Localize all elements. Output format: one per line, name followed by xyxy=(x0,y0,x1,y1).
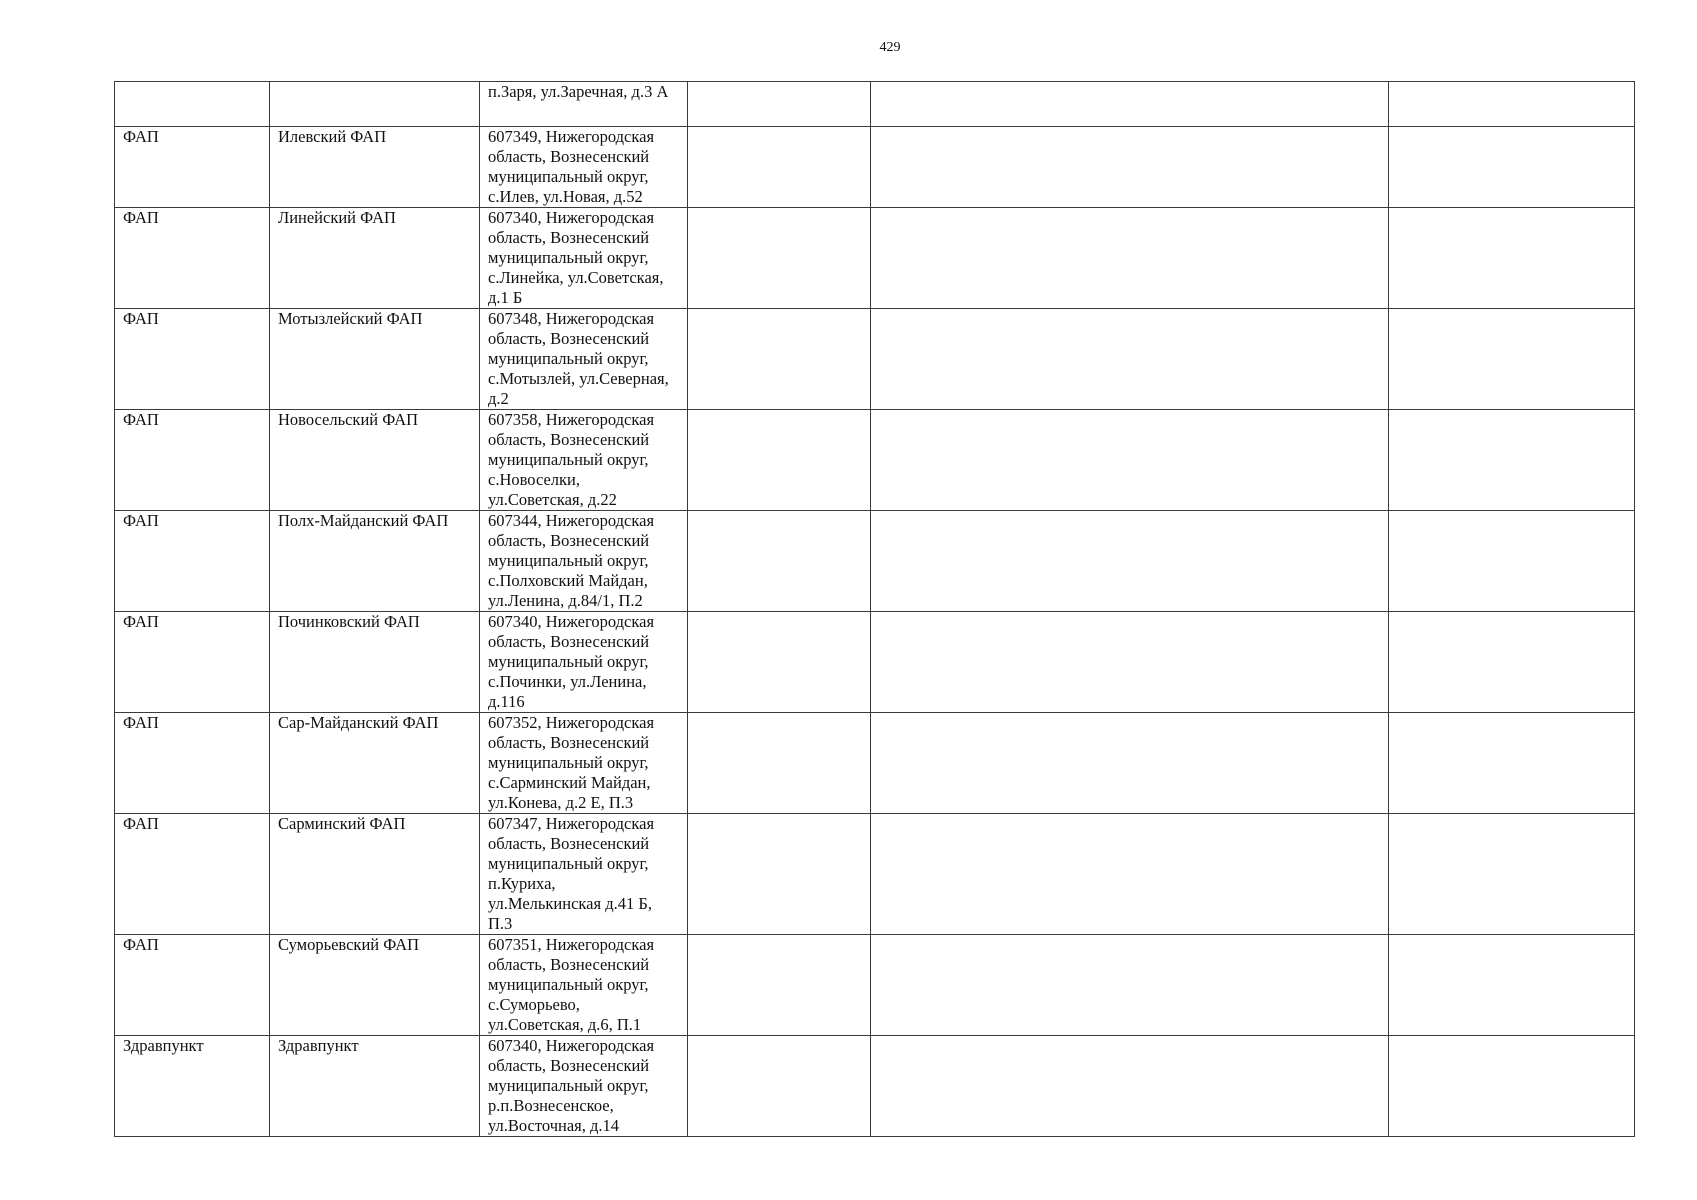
facility-address-cell: 607358, Нижегородская область, Вознесенский муниципальный округ, с.Новоселки, ул.Советская, д.22 xyxy=(480,410,688,511)
page-number: 429 xyxy=(879,40,901,55)
empty-cell-col4 xyxy=(688,713,871,814)
facility-address-cell: п.Заря, ул.Заречная, д.3 А xyxy=(480,82,688,127)
table-row xyxy=(115,410,1635,511)
facility-type-cell: Здравпункт xyxy=(115,1036,270,1137)
empty-cell-col6 xyxy=(1389,935,1635,1036)
empty-cell-col4 xyxy=(688,208,871,309)
table-row xyxy=(115,713,1635,814)
empty-cell-col5 xyxy=(871,82,1389,127)
facility-address-cell: 607351, Нижегородская область, Вознесенский муниципальный округ, с.Суморьево, ул.Советская, д.6, П.1 xyxy=(480,935,688,1036)
facility-name-cell: Сар-Майданский ФАП xyxy=(270,713,480,814)
facility-address-cell: 607344, Нижегородская область, Вознесенский муниципальный округ, с.Полховский Майдан, ул.Ленина, д.84/1, П.2 xyxy=(480,511,688,612)
facility-address-cell: 607340, Нижегородская область, Вознесенский муниципальный округ, с.Линейка, ул.Советская, д.1 Б xyxy=(480,208,688,309)
empty-cell-col5 xyxy=(871,410,1389,511)
empty-cell-col6 xyxy=(1389,208,1635,309)
facility-type-cell: ФАП xyxy=(115,713,270,814)
facility-name-cell: Сарминский ФАП xyxy=(270,814,480,935)
facility-address-cell: 607340, Нижегородская область, Вознесенский муниципальный округ, с.Починки, ул.Ленина, д.116 xyxy=(480,612,688,713)
facility-name-cell: Суморьевский ФАП xyxy=(270,935,480,1036)
facility-type-cell: ФАП xyxy=(115,127,270,208)
empty-cell-col5 xyxy=(871,1036,1389,1137)
facility-type-cell: ФАП xyxy=(115,511,270,612)
facility-type-cell: ФАП xyxy=(115,814,270,935)
facility-name-cell: Новосельский ФАП xyxy=(270,410,480,511)
empty-cell-col4 xyxy=(688,612,871,713)
table-row xyxy=(115,935,1635,1036)
table-row xyxy=(115,814,1635,935)
empty-cell-col4 xyxy=(688,410,871,511)
empty-cell-col6 xyxy=(1389,309,1635,410)
facility-name-cell: Илевский ФАП xyxy=(270,127,480,208)
empty-cell-col5 xyxy=(871,208,1389,309)
table-row xyxy=(115,82,1635,127)
facility-type-cell: ФАП xyxy=(115,208,270,309)
empty-cell-col6 xyxy=(1389,127,1635,208)
table-row xyxy=(115,208,1635,309)
facility-type-cell: ФАП xyxy=(115,410,270,511)
empty-cell-col5 xyxy=(871,935,1389,1036)
empty-cell-col6 xyxy=(1389,713,1635,814)
empty-cell-col6 xyxy=(1389,814,1635,935)
facility-address-cell: 607349, Нижегородская область, Вознесенский муниципальный округ, с.Илев, ул.Новая, д.52 xyxy=(480,127,688,208)
empty-cell-col6 xyxy=(1389,1036,1635,1137)
facility-name-cell: Полх-Майданский ФАП xyxy=(270,511,480,612)
facility-address-cell: 607348, Нижегородская область, Вознесенский муниципальный округ, с.Мотызлей, ул.Северная, д.2 xyxy=(480,309,688,410)
empty-cell-col4 xyxy=(688,935,871,1036)
facility-type-cell: ФАП xyxy=(115,309,270,410)
empty-cell-col4 xyxy=(688,127,871,208)
empty-cell-col6 xyxy=(1389,82,1635,127)
facility-type-cell: ФАП xyxy=(115,612,270,713)
empty-cell-col4 xyxy=(688,82,871,127)
table-row xyxy=(115,511,1635,612)
facility-table xyxy=(114,81,1635,1137)
empty-cell-col4 xyxy=(688,309,871,410)
facility-address-cell: 607340, Нижегородская область, Вознесенский муниципальный округ, р.п.Вознесенское, ул.Восточная, д.14 xyxy=(480,1036,688,1137)
empty-cell-col5 xyxy=(871,309,1389,410)
facility-name-cell: Линейский ФАП xyxy=(270,208,480,309)
table-row xyxy=(115,1036,1635,1137)
empty-cell-col5 xyxy=(871,127,1389,208)
facility-address-cell: 607352, Нижегородская область, Вознесенский муниципальный округ, с.Сарминский Майдан, ул.Конева, д.2 Е, П.3 xyxy=(480,713,688,814)
empty-cell-col5 xyxy=(871,713,1389,814)
empty-cell-col6 xyxy=(1389,511,1635,612)
facility-name-cell xyxy=(270,82,480,127)
empty-cell-col4 xyxy=(688,1036,871,1137)
empty-cell-col6 xyxy=(1389,612,1635,713)
facility-address-cell: 607347, Нижегородская область, Вознесенский муниципальный округ, п.Куриха, ул.Мелькинская д.41 Б, П.3 xyxy=(480,814,688,935)
table-row xyxy=(115,127,1635,208)
facility-type-cell xyxy=(115,82,270,127)
facility-name-cell: Мотызлейский ФАП xyxy=(270,309,480,410)
empty-cell-col5 xyxy=(871,612,1389,713)
facility-name-cell: Здравпункт xyxy=(270,1036,480,1137)
empty-cell-col6 xyxy=(1389,410,1635,511)
facility-type-cell: ФАП xyxy=(115,935,270,1036)
empty-cell-col5 xyxy=(871,511,1389,612)
empty-cell-col5 xyxy=(871,814,1389,935)
facility-name-cell: Починковский ФАП xyxy=(270,612,480,713)
table-row xyxy=(115,612,1635,713)
table-row xyxy=(115,309,1635,410)
empty-cell-col4 xyxy=(688,511,871,612)
empty-cell-col4 xyxy=(688,814,871,935)
